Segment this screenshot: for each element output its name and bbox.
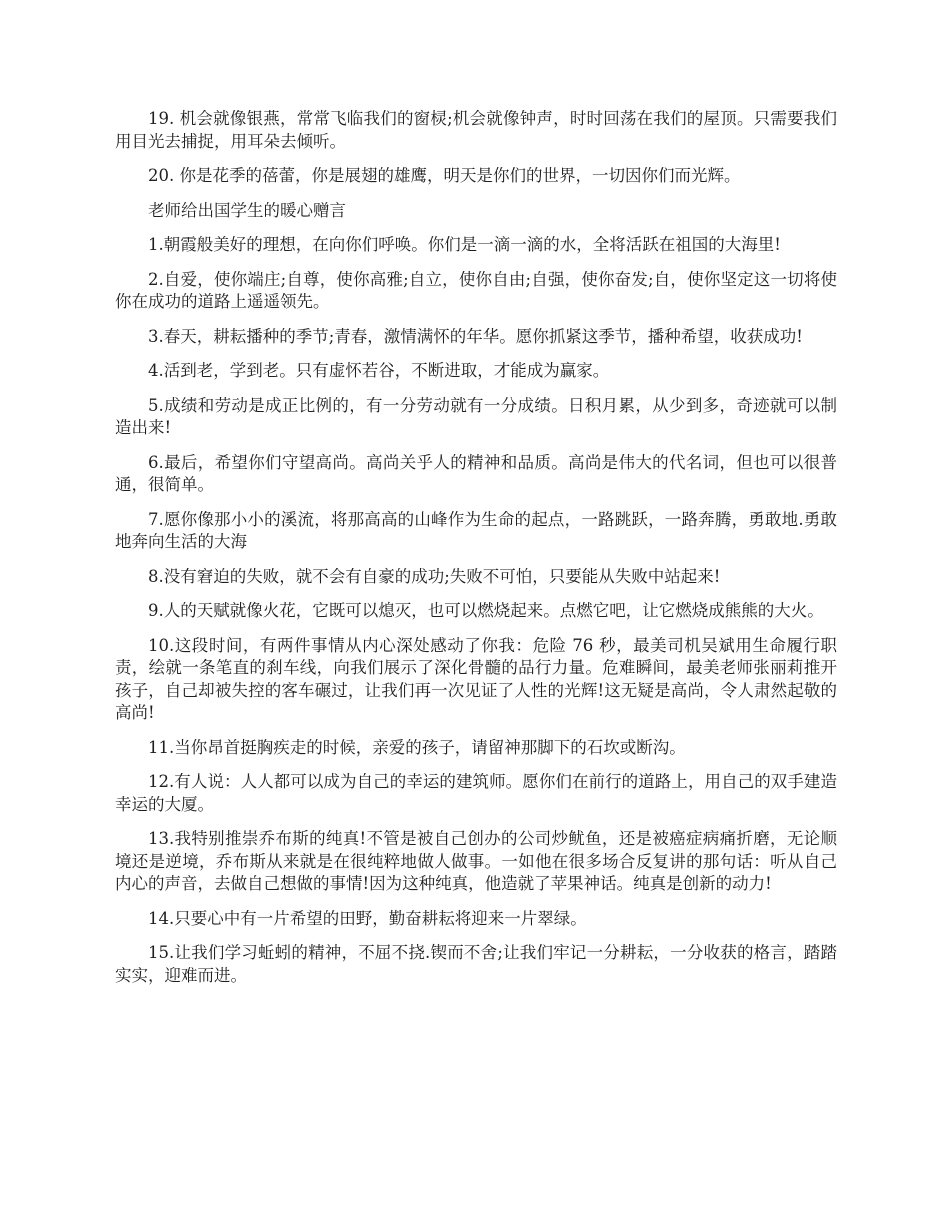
paragraph-15: 15.让我们学习蚯蚓的精神，不屈不挠.锲而不舍;让我们牢记一分耕耘，一分收获的格言，踏踏实实，迎难而进。 (115, 943, 837, 985)
paragraph-20: 20. 你是花季的蓓蕾，你是展翅的雄鹰，明天是你们的世界，一切因你们而光辉。 (148, 166, 741, 185)
paragraph-10: 10.这段时间，有两件事情从内心深处感动了你我：危险 76 秒，最美司机吴斌用生命履行职责，绘就一条笔直的刹车线，向我们展示了深化骨髓的品行力量。危难瞬间，最美老师张丽莉推开孩子，自己却被失控的客车碾过，让我们再一次见证了人性的光辉!这无疑是高尚，令人肃然起敬的高尚! (115, 635, 837, 722)
paragraph-4: 4.活到老，学到老。只有虚怀若谷，不断进取，才能成为赢家。 (148, 361, 610, 380)
paragraph-19: 19. 机会就像银燕，常常飞临我们的窗棂;机会就像钟声，时时回荡在我们的屋顶。只需要我们用目光去捕捉，用耳朵去倾听。 (115, 109, 837, 151)
paragraph-11: 11.当你昂首挺胸疾走的时候，亲爱的孩子，请留神那脚下的石坎或断沟。 (148, 737, 686, 757)
paragraph-3: 3.春天，耕耘播种的季节;青春，激情满怀的年华。愿你抓紧这季节，播种希望，收获成功! (148, 326, 803, 346)
section-heading: 老师给出国学生的暖心赠言 (148, 200, 346, 220)
paragraph-1: 1.朝霞般美好的理想，在向你们呼唤。你们是一滴一滴的水，全将活跃在祖国的大海里! (148, 235, 781, 254)
document-body (115, 108, 837, 999)
paragraph-14: 14.只要心中有一片希望的田野，勤奋耕耘将迎来一片翠绿。 (148, 908, 587, 928)
paragraph-5: 5.成绩和劳动是成正比例的，有一分劳动就有一分成绩。日积月累，从少到多，奇迹就可以制造出来! (115, 395, 837, 437)
paragraph-9: 9.人的天赋就像火花，它既可以熄灭，也可以燃烧起来。点燃它吧，让它燃烧成熊熊的大火。 (148, 601, 824, 620)
paragraph-13: 13.我特别推崇乔布斯的纯真!不管是被自己创办的公司炒鱿鱼，还是被癌症病痛折磨，无论顺境还是逆境，乔布斯从来就是在很纯粹地做人做事。一如他在很多场合反复讲的那句话：听从自己内心的声音，去做自己想做的事情!因为这种纯真，他造就了苹果神话。纯真是创新的动力! (115, 829, 837, 893)
paragraph-8: 8.没有窘迫的失败，就不会有自豪的成功;失败不可怕，只要能从失败中站起来! (148, 566, 721, 586)
paragraph-6: 6.最后，希望你们守望高尚。高尚关乎人的精神和品质。高尚是伟大的代名词，但也可以很普通，很简单。 (115, 452, 837, 494)
paragraph-7: 7.愿你像那小小的溪流，将那高高的山峰作为生命的起点，一路跳跃，一路奔腾，勇敢地.勇敢地奔向生活的大海 (115, 509, 837, 551)
paragraph-2: 2.自爱，使你端庄;自尊，使你高雅;自立，使你自由;自强，使你奋发;自，使你坚定这一切将使你在成功的道路上遥遥领先。 (115, 269, 837, 311)
paragraph-12: 12.有人说：人人都可以成为自己的幸运的建筑师。愿你们在前行的道路上，用自己的双手建造幸运的大厦。 (115, 772, 837, 814)
